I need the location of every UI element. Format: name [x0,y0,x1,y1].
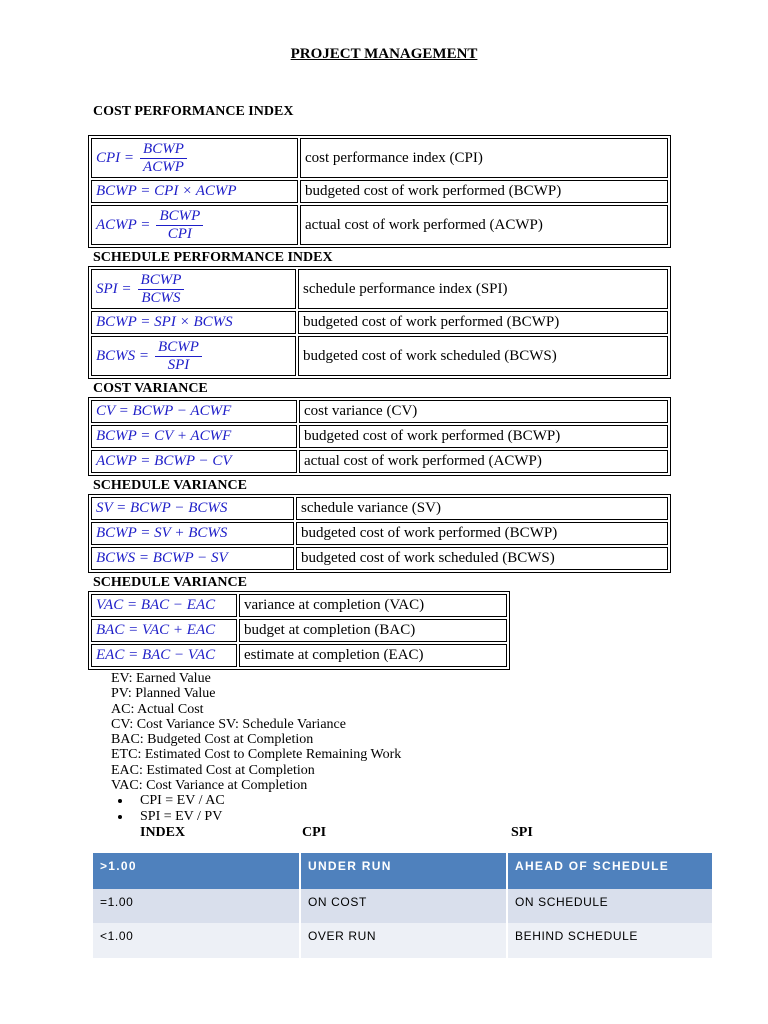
formula: VAC = BAC − EAC [96,597,216,613]
formula-cell [91,336,296,376]
formula-table [88,494,671,573]
formula-description: schedule performance index (SPI) [303,280,508,297]
formula: BCWP = CV + ACWF [96,428,232,444]
formula-description: schedule variance (SV) [301,500,441,516]
formula: BCWP = SPI × BCWS [96,314,233,330]
formula-row [91,400,668,423]
formula-description: variance at completion (VAC) [244,597,425,613]
formula-table [88,135,671,248]
fraction-numerator: BCWP [155,339,202,357]
table-row [93,853,712,889]
table-row [93,889,712,923]
formula-row [91,497,668,520]
formula-lhs: ACWP = [96,216,151,233]
abbreviation-line: AC: Actual Cost [111,701,204,717]
description-cell [239,644,507,667]
abbreviation-list [111,671,401,824]
bullet-icon [118,799,122,803]
abbreviation-line: CV: Cost Variance SV: Schedule Variance [111,716,346,732]
fraction [140,141,187,176]
description-cell [299,400,668,423]
formula [96,141,187,176]
formula-cell [91,180,298,203]
formula-description: budgeted cost of work performed (BCWP) [303,314,560,330]
formula-cell [91,269,296,309]
formula-row [91,450,668,473]
description-cell [299,425,668,448]
formula-description: budgeted cost of work performed (BCWP) [305,183,562,199]
formula-cell [91,400,297,423]
formula-cell [91,205,298,245]
formula-row [91,311,668,334]
index-value-cell: >1.00 [100,859,137,873]
formula-cell [91,619,237,642]
formula-row [91,269,668,309]
formula [96,272,184,307]
page-title-text: PROJECT MANAGEMENT [290,46,478,62]
spi-meaning-cell: AHEAD OF SCHEDULE [506,853,712,889]
description-cell [300,138,668,178]
section-heading: COST VARIANCE [93,381,208,396]
formula: ACWP = BCWP − CV [96,453,232,469]
formula-row [91,619,507,642]
abbreviation-line: VAC: Cost Variance at Completion [111,778,308,794]
formula-lhs: SPI = [96,280,132,297]
formula-cell [91,547,294,570]
formula: BCWS = BCWP − SV [96,550,228,566]
formula-table [88,591,510,670]
index-value-cell: <1.00 [100,929,134,943]
description-cell [239,619,507,642]
formula-row [91,425,668,448]
page-title [0,46,768,63]
abbreviation-line: BAC: Budgeted Cost at Completion [111,732,314,748]
description-cell [298,311,668,334]
section-heading: SCHEDULE VARIANCE [93,575,247,590]
cpi-meaning-cell: UNDER RUN [299,853,506,889]
bullet-text: SPI = EV / PV [140,808,223,824]
description-cell [298,269,668,309]
description-cell [296,522,668,545]
formula-table [88,266,671,379]
fraction-numerator: BCWP [156,208,203,226]
formula-description: cost variance (CV) [304,403,418,419]
description-cell [296,547,668,570]
index-table-header [0,825,768,840]
formula [96,339,202,374]
spi-meaning-cell: BEHIND SCHEDULE [506,923,712,958]
formula-description: budgeted cost of work scheduled (BCWS) [301,550,555,566]
fraction-denominator: ACWP [143,158,184,175]
column-header-index: INDEX [140,825,186,840]
formula-cell [91,522,294,545]
index-table [93,853,712,958]
formula-cell [91,425,297,448]
column-header-spi: SPI [511,825,533,840]
formula: SV = BCWP − BCWS [96,500,228,516]
formula [96,208,203,243]
description-cell [298,336,668,376]
formula-row [91,547,668,570]
fraction [155,339,202,374]
formula-description: budgeted cost of work performed (BCWP) [304,428,561,444]
formula: BAC = VAC + EAC [96,622,216,638]
table-row [93,923,712,958]
fraction [156,208,203,243]
formula-description: actual cost of work performed (ACWP) [304,453,542,469]
description-cell [300,180,668,203]
fraction [138,272,185,307]
column-header-cpi: CPI [302,825,327,840]
index-value-cell: =1.00 [100,895,134,909]
formula-row [91,138,668,178]
formula-cell [91,450,297,473]
formula-description: budgeted cost of work scheduled (BCWS) [303,347,557,364]
fraction-denominator: SPI [167,356,190,373]
bullet-item [111,809,401,824]
formula-cell [91,138,298,178]
section-heading: COST PERFORMANCE INDEX [93,104,294,119]
abbreviation-line: EV: Earned Value [111,671,211,686]
bullet-text: CPI = EV / AC [140,793,225,809]
fraction-denominator: BCWS [141,289,181,306]
section-heading: SCHEDULE VARIANCE [93,478,247,493]
cpi-meaning-cell: OVER RUN [299,923,506,958]
formula-description: actual cost of work performed (ACWP) [305,216,543,233]
formula-row [91,594,507,617]
abbreviation-line: ETC: Estimated Cost to Complete Remaining Work [111,747,402,763]
description-cell [299,450,668,473]
fraction-denominator: CPI [167,225,192,242]
bullet-item [111,793,401,808]
formula-cell [91,311,296,334]
formula-row [91,522,668,545]
description-cell [296,497,668,520]
formula: EAC = BAC − VAC [96,647,216,663]
formula-cell [91,594,237,617]
formula-lhs: BCWS = [96,347,150,364]
section-heading: SCHEDULE PERFORMANCE INDEX [93,250,333,265]
description-cell [300,205,668,245]
formula-description: budget at completion (BAC) [244,622,416,638]
formula-cell [91,497,294,520]
formula-description: estimate at completion (EAC) [244,647,424,663]
abbreviation-line: EAC: Estimated Cost at Completion [111,762,315,778]
spi-meaning-cell: ON SCHEDULE [506,889,712,923]
bullet-icon [118,815,122,819]
formula-description: cost performance index (CPI) [305,149,483,166]
formula: CV = BCWP − ACWF [96,403,232,419]
fraction-numerator: BCWP [140,141,187,159]
formula-row [91,180,668,203]
formula-cell [91,644,237,667]
abbreviation-line: PV: Planned Value [111,686,216,702]
formula: BCWP = CPI × ACWP [96,183,237,199]
formula-row [91,336,668,376]
formula-description: budgeted cost of work performed (BCWP) [301,525,558,541]
cpi-meaning-cell: ON COST [299,889,506,923]
formula-table [88,397,671,476]
formula-lhs: CPI = [96,149,135,166]
formula-row [91,644,507,667]
formula: BCWP = SV + BCWS [96,525,228,541]
fraction-numerator: BCWP [138,272,185,290]
formula-row [91,205,668,245]
description-cell [239,594,507,617]
